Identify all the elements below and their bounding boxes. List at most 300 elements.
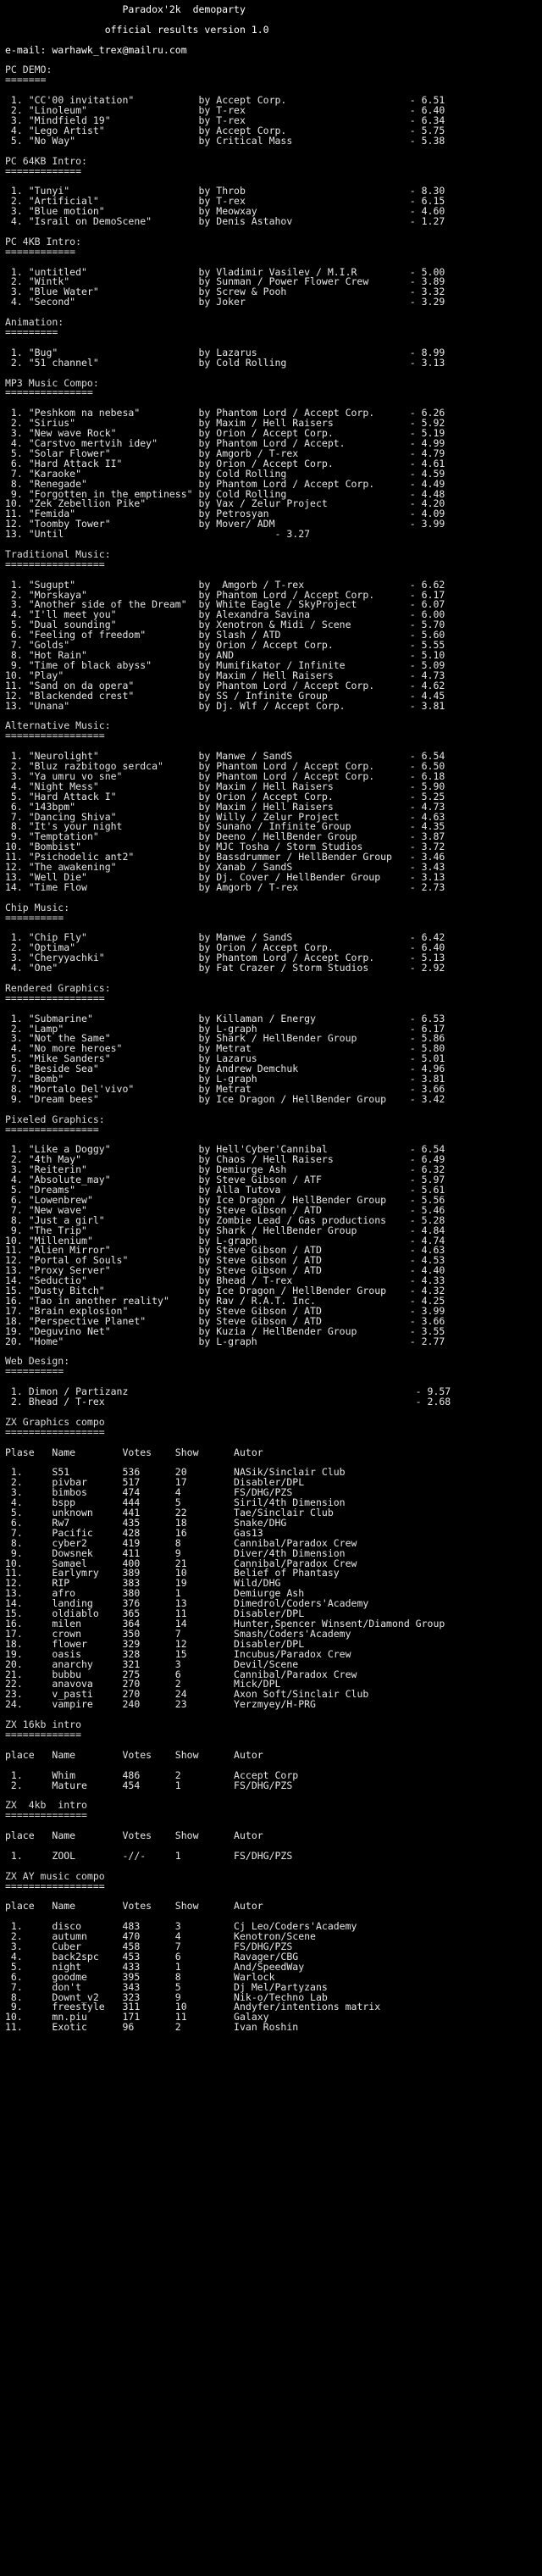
row-autor: Devil/Scene [234, 1657, 299, 1670]
row-show: 5 [174, 1496, 235, 1509]
entry-place: 3. [5, 1032, 29, 1045]
entry-author: by Vladimir Vasilev / M.I.R [198, 265, 410, 278]
row-votes: 328 [122, 1647, 175, 1660]
row-show: 7 [174, 1627, 235, 1640]
entry-title: "Psichodelic ant2" [28, 851, 199, 863]
entry-title: "One" [28, 962, 199, 974]
row-show: 17 [174, 1476, 235, 1489]
entry-author: by Meowxay [198, 205, 410, 218]
row-place: 9. [5, 1546, 53, 1559]
entry-place: 5. [5, 1052, 29, 1065]
entry-title: "4th May" [28, 1153, 199, 1166]
entry-author: by Sunano / Infinite Group [198, 820, 410, 833]
row-name: goodme [52, 1970, 123, 1983]
entry-title: "Peshkom na nebesa" [28, 407, 199, 419]
table-row [5, 2023, 542, 2033]
column-header: Votes [122, 1748, 175, 1761]
entry-score: - 4.73 [409, 800, 445, 813]
row-place: 1. [5, 1466, 53, 1479]
entry-title: "No more heroes" [28, 1042, 199, 1055]
entry-author: by Amgorb / T-rex [198, 447, 410, 459]
entry-score: - 4.63 [409, 1244, 445, 1257]
entry-place: 8. [5, 820, 29, 833]
entry-score: - 6.49 [409, 1153, 445, 1166]
entry-score: - 3.72 [409, 841, 445, 853]
entry-score: - 5.46 [409, 1203, 445, 1216]
row-votes: 376 [122, 1597, 175, 1610]
entry-place: 9. [5, 1092, 29, 1105]
row-name: bubbu [52, 1668, 123, 1680]
section-underline: ================= [5, 991, 105, 1004]
section-title-line [5, 154, 542, 167]
row-place: 14. [5, 1597, 53, 1610]
row-show: 24 [174, 1688, 235, 1701]
row-autor: Hunter,Spencer Winsent/Diamond Group [234, 1618, 445, 1629]
row-autor: Disabler/DPL [234, 1476, 305, 1489]
compo-underline: ================= [5, 1425, 105, 1438]
entry-score: - 5.60 [409, 629, 445, 641]
entry-place: 10. [5, 841, 29, 853]
entry-place: 3. [5, 952, 29, 964]
column-header: Plase [5, 1446, 53, 1458]
entry-place: 2. [5, 759, 29, 772]
entry-title: "Mindfield 19" [28, 114, 199, 126]
entry-place: 3. [5, 598, 29, 611]
entry-place: 4. [5, 780, 29, 792]
row-autor: And/SpeedWay [234, 1960, 305, 1973]
row-votes: 323 [122, 1990, 175, 2003]
entry-place: 7. [5, 810, 29, 823]
section-title: PC 64KB Intro: [5, 154, 87, 167]
column-header: Autor [234, 1748, 263, 1761]
entry-place: 4. [5, 436, 29, 449]
entry-title: "Home" [28, 1335, 199, 1347]
entry-score: - 6.00 [409, 608, 445, 621]
row-votes: 383 [122, 1577, 175, 1590]
entry-place: 7. [5, 467, 29, 480]
table-row [5, 1781, 542, 1791]
entry-score: - 6.40 [409, 104, 445, 117]
result-entry [5, 1397, 542, 1407]
row-name: flower [52, 1637, 123, 1650]
entry-title: "Chip Fly" [28, 931, 199, 944]
row-name: cyber2 [52, 1536, 123, 1549]
entry-title: "Sirius" [28, 417, 199, 430]
row-show: 2 [174, 1768, 235, 1781]
row-show: 6 [174, 1668, 235, 1680]
entry-score: - 5.01 [409, 1052, 445, 1065]
row-name: Whim [52, 1768, 123, 1781]
entry-title: "Zek Zebellion Pike" [28, 497, 199, 510]
entry-place: 5. [5, 619, 29, 631]
row-name: afro [52, 1587, 123, 1600]
section-title-line [5, 237, 542, 247]
row-autor: FS/DHG/PZS [234, 1849, 293, 1862]
row-place: 1. [5, 1920, 53, 1933]
entry-place: 4. [5, 962, 29, 974]
doc-title: Paradox'2k demoparty [122, 3, 246, 15]
row-votes: 240 [122, 1698, 175, 1711]
entry-place: 1. [5, 578, 29, 591]
row-votes: 444 [122, 1496, 175, 1509]
entry-title: "Renegade" [28, 477, 199, 490]
entry-place: 2. [5, 1396, 29, 1408]
entry-title: "Ya umru vo sne" [28, 769, 199, 782]
entry-score: - 6.32 [409, 1163, 445, 1176]
entry-author: by Denis Astahov [198, 215, 410, 228]
result-entry [5, 530, 542, 540]
row-show: 10 [174, 1567, 235, 1579]
entry-place: 8. [5, 477, 29, 490]
table-row [5, 1700, 542, 1710]
entry-score: - 4.59 [409, 467, 445, 480]
row-place: 22. [5, 1678, 53, 1690]
entry-title: "Proxy Server" [28, 1264, 199, 1277]
entry-title: "Absolute_may" [28, 1174, 199, 1186]
entry-place: 5. [5, 1184, 29, 1196]
entry-place: 11. [5, 851, 29, 863]
result-entry [5, 1337, 542, 1347]
entry-score: - 3.99 [409, 1304, 445, 1317]
column-header: Show [174, 1900, 235, 1913]
row-show: 5 [174, 1980, 235, 1993]
entry-title: "51 channel" [28, 356, 199, 369]
entry-score: - 3.32 [409, 286, 445, 298]
entry-score: - 1.27 [409, 215, 445, 228]
entry-author: by White Eagle / SkyProject [198, 598, 410, 611]
entry-title: "Well Die" [28, 870, 199, 883]
row-votes: 486 [122, 1768, 175, 1781]
entry-score: - 4.20 [409, 497, 445, 510]
entry-title: "Lamp" [28, 1022, 199, 1035]
row-votes: 419 [122, 1536, 175, 1549]
row-autor: Disabler/DPL [234, 1607, 305, 1620]
entry-author: by Demiurge Ash [198, 1163, 410, 1176]
entry-score: - 5.61 [409, 1184, 445, 1196]
row-place: 19. [5, 1647, 53, 1660]
entry-score: - 4.48 [409, 487, 445, 500]
entry-author: by Xenotron & Midi / Scene [198, 619, 410, 631]
entry-score: - 3.81 [409, 1073, 445, 1085]
compo-title: ZX AY music compo [5, 1869, 105, 1882]
entry-place: 5. [5, 790, 29, 802]
row-votes: 364 [122, 1618, 175, 1629]
row-show: 12 [174, 1637, 235, 1650]
row-name: anavova [52, 1678, 123, 1690]
entry-title: "untitled" [28, 265, 199, 278]
row-place: 6. [5, 1970, 53, 1983]
entry-author: by Phantom Lord / Accept Corp. [198, 952, 410, 964]
entry-place: 3. [5, 286, 29, 298]
entry-author: by Accept Corp. [198, 94, 410, 107]
entry-author: by Cold Rolling [198, 487, 410, 500]
row-place: 11. [5, 1567, 53, 1579]
section-title: Alternative Music: [5, 719, 111, 732]
blank-line [5, 2033, 542, 2043]
blank-line [5, 1347, 542, 1357]
entry-title: "Millenium" [28, 1234, 199, 1246]
entry-score: - 4.35 [409, 820, 445, 833]
entry-score: - 6.17 [409, 1022, 445, 1035]
contact-email: e-mail: warhawk_trex@mailru.com [5, 43, 187, 56]
section-underline: ============ [5, 245, 76, 258]
entry-title: "Hot Rain" [28, 649, 199, 661]
entry-place: 3. [5, 769, 29, 782]
entry-author: by Phantom Lord / Accept Corp. [198, 477, 410, 490]
compo-underline: ================= [5, 1879, 105, 1892]
row-place: 20. [5, 1657, 53, 1670]
entry-score: - 5.56 [409, 1193, 445, 1206]
entry-score: - 6.51 [409, 94, 445, 107]
row-votes: 517 [122, 1476, 175, 1489]
entry-place: 12. [5, 518, 29, 530]
entry-title: "New wave" [28, 1203, 199, 1216]
entry-author: by L-graph [198, 1022, 410, 1035]
entry-place: 2. [5, 104, 29, 117]
result-entry [5, 699, 542, 712]
entry-title: "Bluz razbitogo serdca" [28, 759, 199, 772]
row-name: Rw7 [52, 1516, 123, 1529]
row-autor: Incubus/Paradox Crew [234, 1647, 351, 1660]
entry-score: - 8.30 [409, 185, 445, 197]
row-autor: Ravager/CBG [234, 1950, 299, 1963]
entry-place: 7. [5, 1203, 29, 1216]
entry-score: - 6.50 [409, 759, 445, 772]
result-entry [5, 880, 542, 893]
entry-author: by Steve Gibson / ATD [198, 1244, 410, 1257]
row-votes: 454 [122, 1779, 175, 1791]
row-autor: Cannibal/Paradox Crew [234, 1668, 357, 1680]
row-votes: 365 [122, 1607, 175, 1620]
entry-score: - 3.29 [409, 296, 445, 308]
entry-title: "Perspective Planet" [28, 1314, 199, 1327]
row-name: Samael [52, 1557, 123, 1569]
entry-author: by Killaman / Energy [198, 1012, 410, 1024]
row-votes: 350 [122, 1627, 175, 1640]
entry-title: "Like a Doggy" [28, 1143, 199, 1156]
entry-place: 8. [5, 1082, 29, 1095]
entry-place: 4. [5, 215, 29, 228]
entry-score: - 4.60 [409, 205, 445, 218]
row-votes: 311 [122, 2001, 175, 2013]
entry-place: 5. [5, 134, 29, 147]
entry-author: by Phantom Lord / Accept Corp. [198, 679, 410, 691]
column-header: Votes [122, 1829, 175, 1842]
entry-author: by Orion / Accept Corp. [198, 457, 410, 469]
entry-place: 2. [5, 588, 29, 601]
row-autor: Cj Leo/Coders'Academy [234, 1920, 357, 1933]
entry-score: - 5.92 [409, 417, 445, 430]
entry-score: - 3.55 [409, 1324, 445, 1337]
entry-author: by Phantom Lord / Accept Corp. [198, 759, 410, 772]
row-place: 17. [5, 1627, 53, 1640]
row-votes: 270 [122, 1678, 175, 1690]
entry-author: by Mover/ ADM [198, 518, 410, 530]
entry-author: by Petrosyan [198, 508, 410, 520]
entry-place: 1. [5, 750, 29, 763]
row-name: back2spc [52, 1950, 123, 1963]
entry-score: - 4.49 [409, 477, 445, 490]
entry-place: 1. [5, 94, 29, 107]
entry-place: 7. [5, 1073, 29, 1085]
entry-author: by Slash / ATD [198, 629, 410, 641]
row-name: bimbos [52, 1486, 123, 1499]
entry-place: 12. [5, 689, 29, 702]
row-autor: FS/DHG/PZS [234, 1779, 293, 1791]
row-votes: 389 [122, 1567, 175, 1579]
entry-title: "Bug" [28, 346, 199, 358]
entry-score: - 6.34 [409, 114, 445, 126]
row-place: 7. [5, 1526, 53, 1539]
blank-line [5, 1710, 542, 1720]
entry-title: "Alien Mirror" [28, 1244, 199, 1257]
row-name: anarchy [52, 1657, 123, 1670]
entry-score: - 6.54 [409, 750, 445, 763]
row-votes: 270 [122, 1688, 175, 1701]
row-autor: Axon Soft/Sinclair Club [234, 1688, 369, 1701]
row-place: 1. [5, 1849, 53, 1862]
entry-author: by Steve Gibson / ATD [198, 1254, 410, 1267]
row-show: 3 [174, 1657, 235, 1670]
entry-place: 2. [5, 195, 29, 208]
row-name: unknown [52, 1507, 123, 1519]
entry-title: "Sand on da opera" [28, 679, 199, 691]
entry-author: by Manwe / SandS [198, 931, 410, 944]
row-show: 2 [174, 1678, 235, 1690]
row-place: 24. [5, 1698, 53, 1711]
row-autor: Siril/4th Dimension [234, 1496, 346, 1509]
subtitle-line [5, 25, 542, 36]
row-show: 8 [174, 1536, 235, 1549]
entry-author: by Orion / Accept Corp. [198, 639, 410, 652]
entry-author: by L-graph [198, 1335, 410, 1347]
entry-score: - 4.40 [409, 1264, 445, 1277]
entry-title: "Neurolight" [28, 750, 199, 763]
row-name: milen [52, 1618, 123, 1629]
row-autor: Kenotron/Scene [234, 1930, 316, 1943]
entry-score: - 2.68 [415, 1396, 451, 1408]
row-votes: 400 [122, 1557, 175, 1569]
row-autor: Disabler/DPL [234, 1637, 305, 1650]
entry-place: 10. [5, 1234, 29, 1246]
entry-score: - 3.89 [409, 275, 445, 288]
entry-author: by Steve Gibson / ATD [198, 1203, 410, 1216]
entry-place: 11. [5, 679, 29, 691]
entry-score: - 4.96 [409, 1063, 445, 1075]
entry-author: by Joker [198, 296, 410, 308]
entry-title: "Dual sounding" [28, 619, 199, 631]
entry-title: "Toomby Tower" [28, 518, 199, 530]
row-votes: 321 [122, 1657, 175, 1670]
result-entry [5, 1092, 542, 1105]
table-header [5, 1831, 542, 1841]
entry-place: 12. [5, 861, 29, 874]
section-underline: =============== [5, 386, 93, 399]
entry-author: by Fat Crazer / Storm Studios [198, 962, 410, 974]
entry-place: 6. [5, 629, 29, 641]
entry-score: - 6.53 [409, 1012, 445, 1024]
column-header: place [5, 1900, 53, 1913]
row-place: 1. [5, 1768, 53, 1781]
entry-score: - 6.26 [409, 407, 445, 419]
row-show: 21 [174, 1557, 235, 1569]
entry-author: by Hell'Cyber'Cannibal [198, 1143, 410, 1156]
entry-author: by Shark / HellBender Group [198, 1032, 410, 1045]
column-header: Show [174, 1829, 235, 1842]
entry-title: "Sugupt" [28, 578, 199, 591]
row-name: Downt_v2 [52, 1990, 123, 2003]
row-show: 4 [174, 1486, 235, 1499]
row-votes: 411 [122, 1546, 175, 1559]
row-show: 2 [174, 2021, 235, 2034]
entry-score: - 2.73 [409, 880, 445, 893]
column-header: Show [174, 1446, 235, 1458]
entry-title: "Karaoke" [28, 467, 199, 480]
blank-line [5, 308, 542, 318]
entry-title: "Forgotten in the emptiness" [28, 487, 199, 500]
row-show: 13 [174, 1597, 235, 1610]
entry-place: 9. [5, 830, 29, 843]
table-header [5, 1901, 542, 1912]
entry-title: "Dreams" [28, 1184, 199, 1196]
entry-author: by Metrat [198, 1082, 410, 1095]
entry-title: "The awakening" [28, 861, 199, 874]
entry-place: 16. [5, 1295, 29, 1307]
compo-title: ZX 16kb intro [5, 1718, 82, 1731]
compo-underline: ============== [5, 1809, 87, 1822]
entry-author: by Ice Dragon / HellBender Group [198, 1092, 410, 1105]
section-title-line [5, 318, 542, 328]
entry-title: Bhead / T-rex [28, 1396, 416, 1408]
section-underline: ======= [5, 74, 47, 86]
entry-author: by Rav / R.A.T. Inc. [198, 1295, 410, 1307]
entry-title: "Unana" [28, 699, 199, 712]
row-show: 1 [174, 1849, 235, 1862]
entry-title: "Solar Flower" [28, 447, 199, 459]
entry-score: - 5.80 [409, 1042, 445, 1055]
row-place: 13. [5, 1587, 53, 1600]
entry-place: 3. [5, 1163, 29, 1176]
entry-author: by Steve Gibson / ATD [198, 1264, 410, 1277]
entry-title: "Brain explosion" [28, 1304, 199, 1317]
entry-title: "Israil on DemoScene" [28, 215, 199, 228]
row-autor: Warlock [234, 1970, 275, 1983]
entry-score: - 6.54 [409, 1143, 445, 1156]
entry-title: "Beside Sea" [28, 1063, 199, 1075]
entry-place: 2. [5, 941, 29, 954]
row-show: 4 [174, 1930, 235, 1943]
entry-score: - 5.97 [409, 1174, 445, 1186]
entry-title: "Night Mess" [28, 780, 199, 792]
row-show: 14 [174, 1618, 235, 1629]
row-place: 11. [5, 2021, 53, 2034]
entry-place: 4. [5, 124, 29, 136]
result-entry [5, 136, 542, 147]
entry-title: "Submarine" [28, 1012, 199, 1024]
row-votes: 171 [122, 2011, 175, 2024]
column-header: place [5, 1748, 53, 1761]
entry-score: - 3.42 [409, 1092, 445, 1105]
entry-author: by T-rex [198, 195, 410, 208]
row-votes: 483 [122, 1920, 175, 1933]
row-name: pivbar [52, 1476, 123, 1489]
row-autor: Demiurge Ash [234, 1587, 305, 1600]
row-autor: Nik-o/Techno Lab [234, 1990, 328, 2003]
entry-title: "Seductio" [28, 1274, 199, 1287]
doc-subtitle: official results version 1.0 [104, 23, 269, 36]
entry-author: by Steve Gibson / ATF [198, 1174, 410, 1186]
entry-place: 9. [5, 487, 29, 500]
